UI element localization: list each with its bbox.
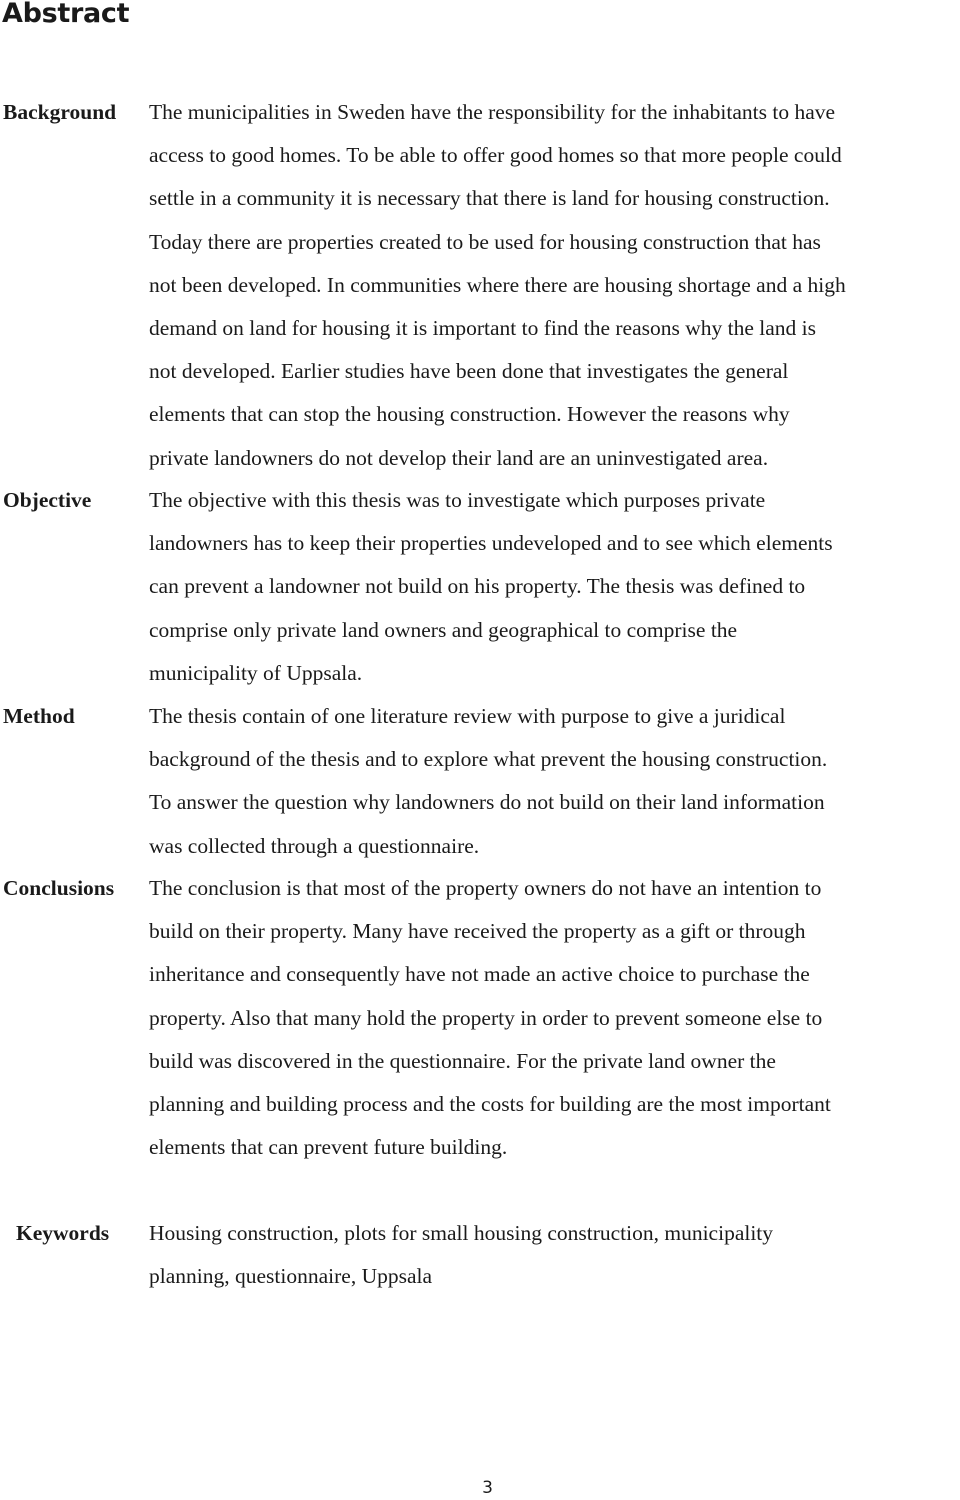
conclusions-text: The conclusion is that most of the property owners do not have an intention to build on their property. Many have received the property as a gift or through inheritance and consequently have not made an active choice to purchase the property. Also that many hold the property in order to prevent someone else to build was discovered in the questionnaire. For the private land owner the planning and building process and the costs for building are the most important elements that can prevent future building.	[149, 876, 831, 1160]
objective-text: The objective with this thesis was to investigate which purposes private landowners has to keep their properties undeveloped and to see which elements can prevent a landowner not build on his property. The thesis was defined to comprise only private land owners and geographical to comprise the municipality of Uppsala.	[149, 488, 833, 685]
background-text: The municipalities in Sweden have the responsibility for the inhabitants to have access to good homes. To be able to offer good homes so that more people could settle in a community it is necessary that there is land for housing construction. Today there are properties created to be used for housing construction that has not been developed. In communities where there are housing shortage and a high demand on land for housing it is important to find the reasons why the land is not developed. Earlier studies have been done that investigates the general elements that can stop the housing construction. However the reasons why private landowners do not develop their land are an uninvestigated area.	[149, 100, 846, 470]
page-title: Abstract	[2, 0, 130, 29]
method-text: The thesis contain of one literature review with purpose to give a juridical background of the thesis and to explore what prevent the housing construction. To answer the question why landowners do not build on their land information was collected through a questionnaire.	[149, 704, 828, 858]
method-label: Method	[3, 704, 75, 728]
page-number: 3	[482, 1478, 493, 1498]
objective-label: Objective	[3, 488, 92, 512]
background-label: Background	[3, 100, 117, 124]
keywords-text: Housing construction, plots for small housing construction, municipality planning, questionnaire, Uppsala	[149, 1221, 774, 1289]
keywords-label: Keywords	[16, 1221, 110, 1245]
conclusions-label: Conclusions	[3, 876, 115, 900]
